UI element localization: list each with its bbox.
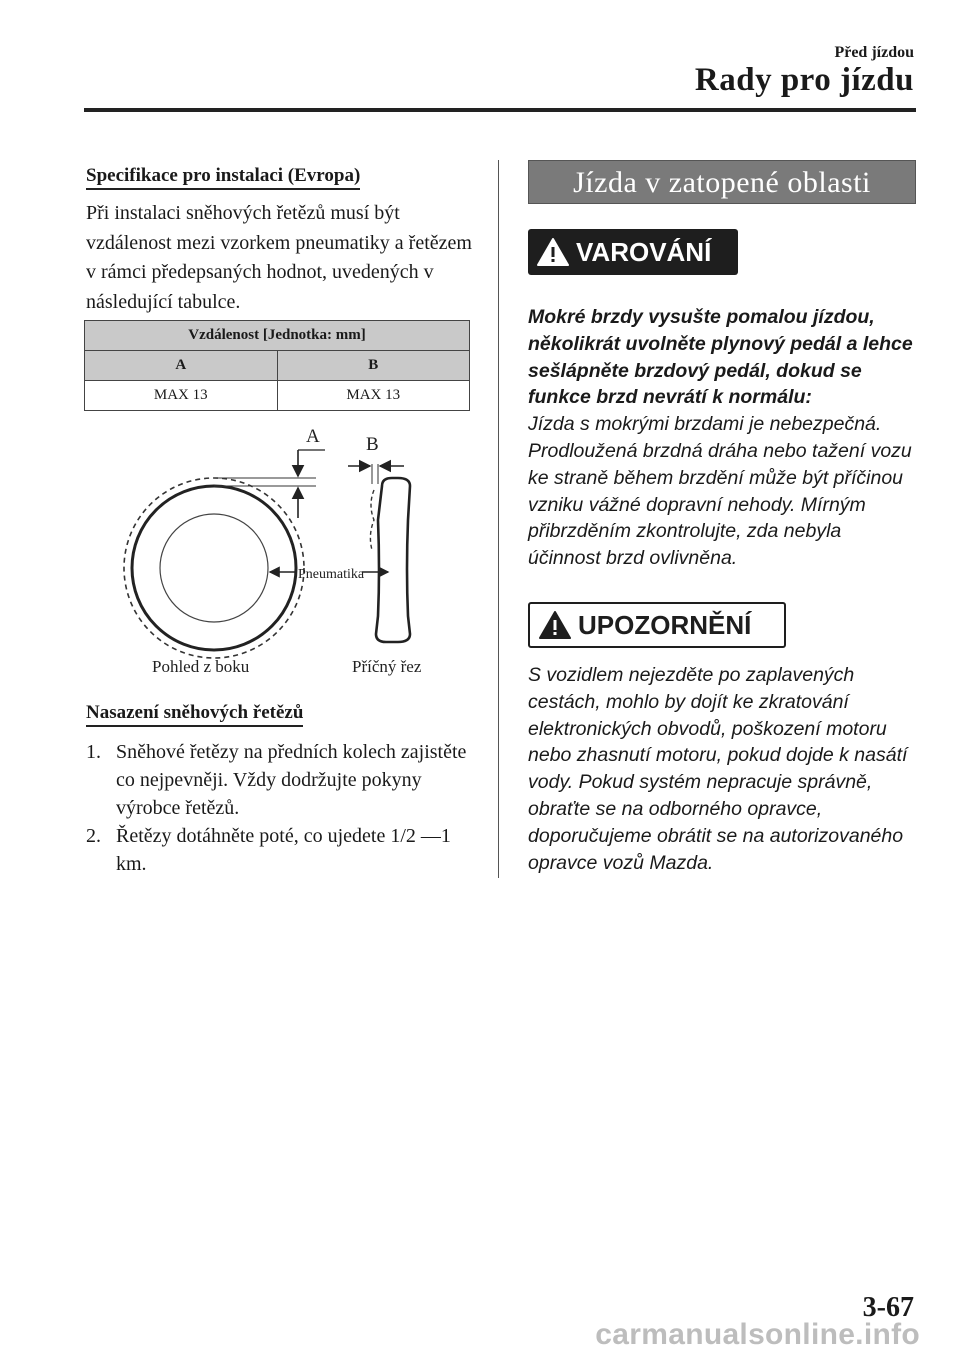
- fitting-heading: Nasazení sněhových řetězů: [86, 702, 303, 727]
- caution-text: S vozidlem nejezděte po zaplavených cestách, mohlo by dojít ke zkratování elektronických obvodů, poškození motoru nebo zhasnutí motoru, pokud dojde k nasátí vody. Pokud systém nepracuje správně, obraťte se na odborného opravce, doporučujeme obrátit se na autorizovaného opravce vozů Mazda.: [528, 664, 908, 874]
- snow-chain-diagram: [120, 420, 450, 682]
- table-cell-a: MAX 13: [85, 381, 278, 411]
- list-item: [86, 738, 486, 822]
- spec-heading: Specifikace pro instalaci (Evropa): [86, 165, 360, 190]
- caption-side-view: Pohled z boku: [152, 657, 250, 676]
- tyre-outline: [132, 486, 296, 650]
- label-b: B: [366, 434, 379, 455]
- warning-triangle-icon: [536, 237, 570, 267]
- table-caption-row: [85, 321, 470, 351]
- chain-outline: [124, 478, 304, 658]
- list-item-number: 1.: [86, 741, 101, 763]
- cross-section-chain: [370, 490, 374, 550]
- table-header-row: [85, 351, 470, 381]
- spec-paragraph: Při instalaci sněhových řetězů musí být vzdálenost mezi vzorkem pneumatiky a řetězem v rámci předepsaných hodnot, uvedených v následující tabulce.: [86, 202, 472, 313]
- warning-badge: [528, 229, 738, 275]
- label-a: A: [306, 426, 320, 447]
- caution-badge: [528, 602, 786, 648]
- label-tyre: Pneumatika: [298, 567, 365, 582]
- list-item-number: 2.: [86, 825, 101, 847]
- warning-label: VAROVÁNÍ: [576, 236, 712, 267]
- list-item-text: Řetězy dotáhněte poté, co ujedete 1/2 ―1 km.: [116, 825, 451, 875]
- list-item: [86, 822, 486, 878]
- page-number: 3-67: [862, 1292, 914, 1323]
- fitting-list: [86, 738, 486, 878]
- flood-section-banner: Jízda v zatopené oblasti: [528, 160, 916, 204]
- table-header-a: A: [85, 351, 278, 381]
- watermark: carmanualsonline.info: [595, 1318, 920, 1351]
- table-cell-b: MAX 13: [277, 381, 470, 411]
- table-caption: Vzdálenost [Jednotka: mm]: [85, 321, 470, 351]
- caption-cross-section: Příčný řez: [352, 657, 422, 676]
- caution-label: UPOZORNĚNÍ: [578, 609, 752, 640]
- section-label: Před jízdou: [834, 44, 914, 61]
- table-row: [85, 381, 470, 411]
- caution-triangle-icon: [538, 610, 572, 640]
- header-divider: [84, 108, 916, 112]
- table-header-b: B: [277, 351, 470, 381]
- column-divider: [498, 160, 499, 878]
- warning-bold-text: Mokré brzdy vysušte pomalou jízdou, několikrát uvolněte plynový pedál a lehce sešlápněte brzdový pedál, dokud se funkce brzd nevrátí k normálu:: [528, 306, 913, 409]
- cross-section-tyre: [376, 478, 410, 642]
- warning-body: [528, 304, 918, 572]
- rim-outline: [160, 514, 268, 622]
- distance-table: [84, 320, 470, 411]
- warning-text: Jízda s mokrými brzdami je nebezpečná. Prodloužená brzdná dráha nebo tažení vozu ke straně během brzdění může být příčinou vzniku vážné dopravní nehody. Mírným přibrzděním zkontrolujte, zda nebyla účinnost brzd ovlivněna.: [528, 413, 912, 570]
- page-title: Rady pro jízdu: [694, 62, 914, 98]
- list-item-text: Sněhové řetězy na předních kolech zajistěte co nejpevněji. Vždy dodržujte pokyny výrobce řetězů.: [116, 741, 467, 819]
